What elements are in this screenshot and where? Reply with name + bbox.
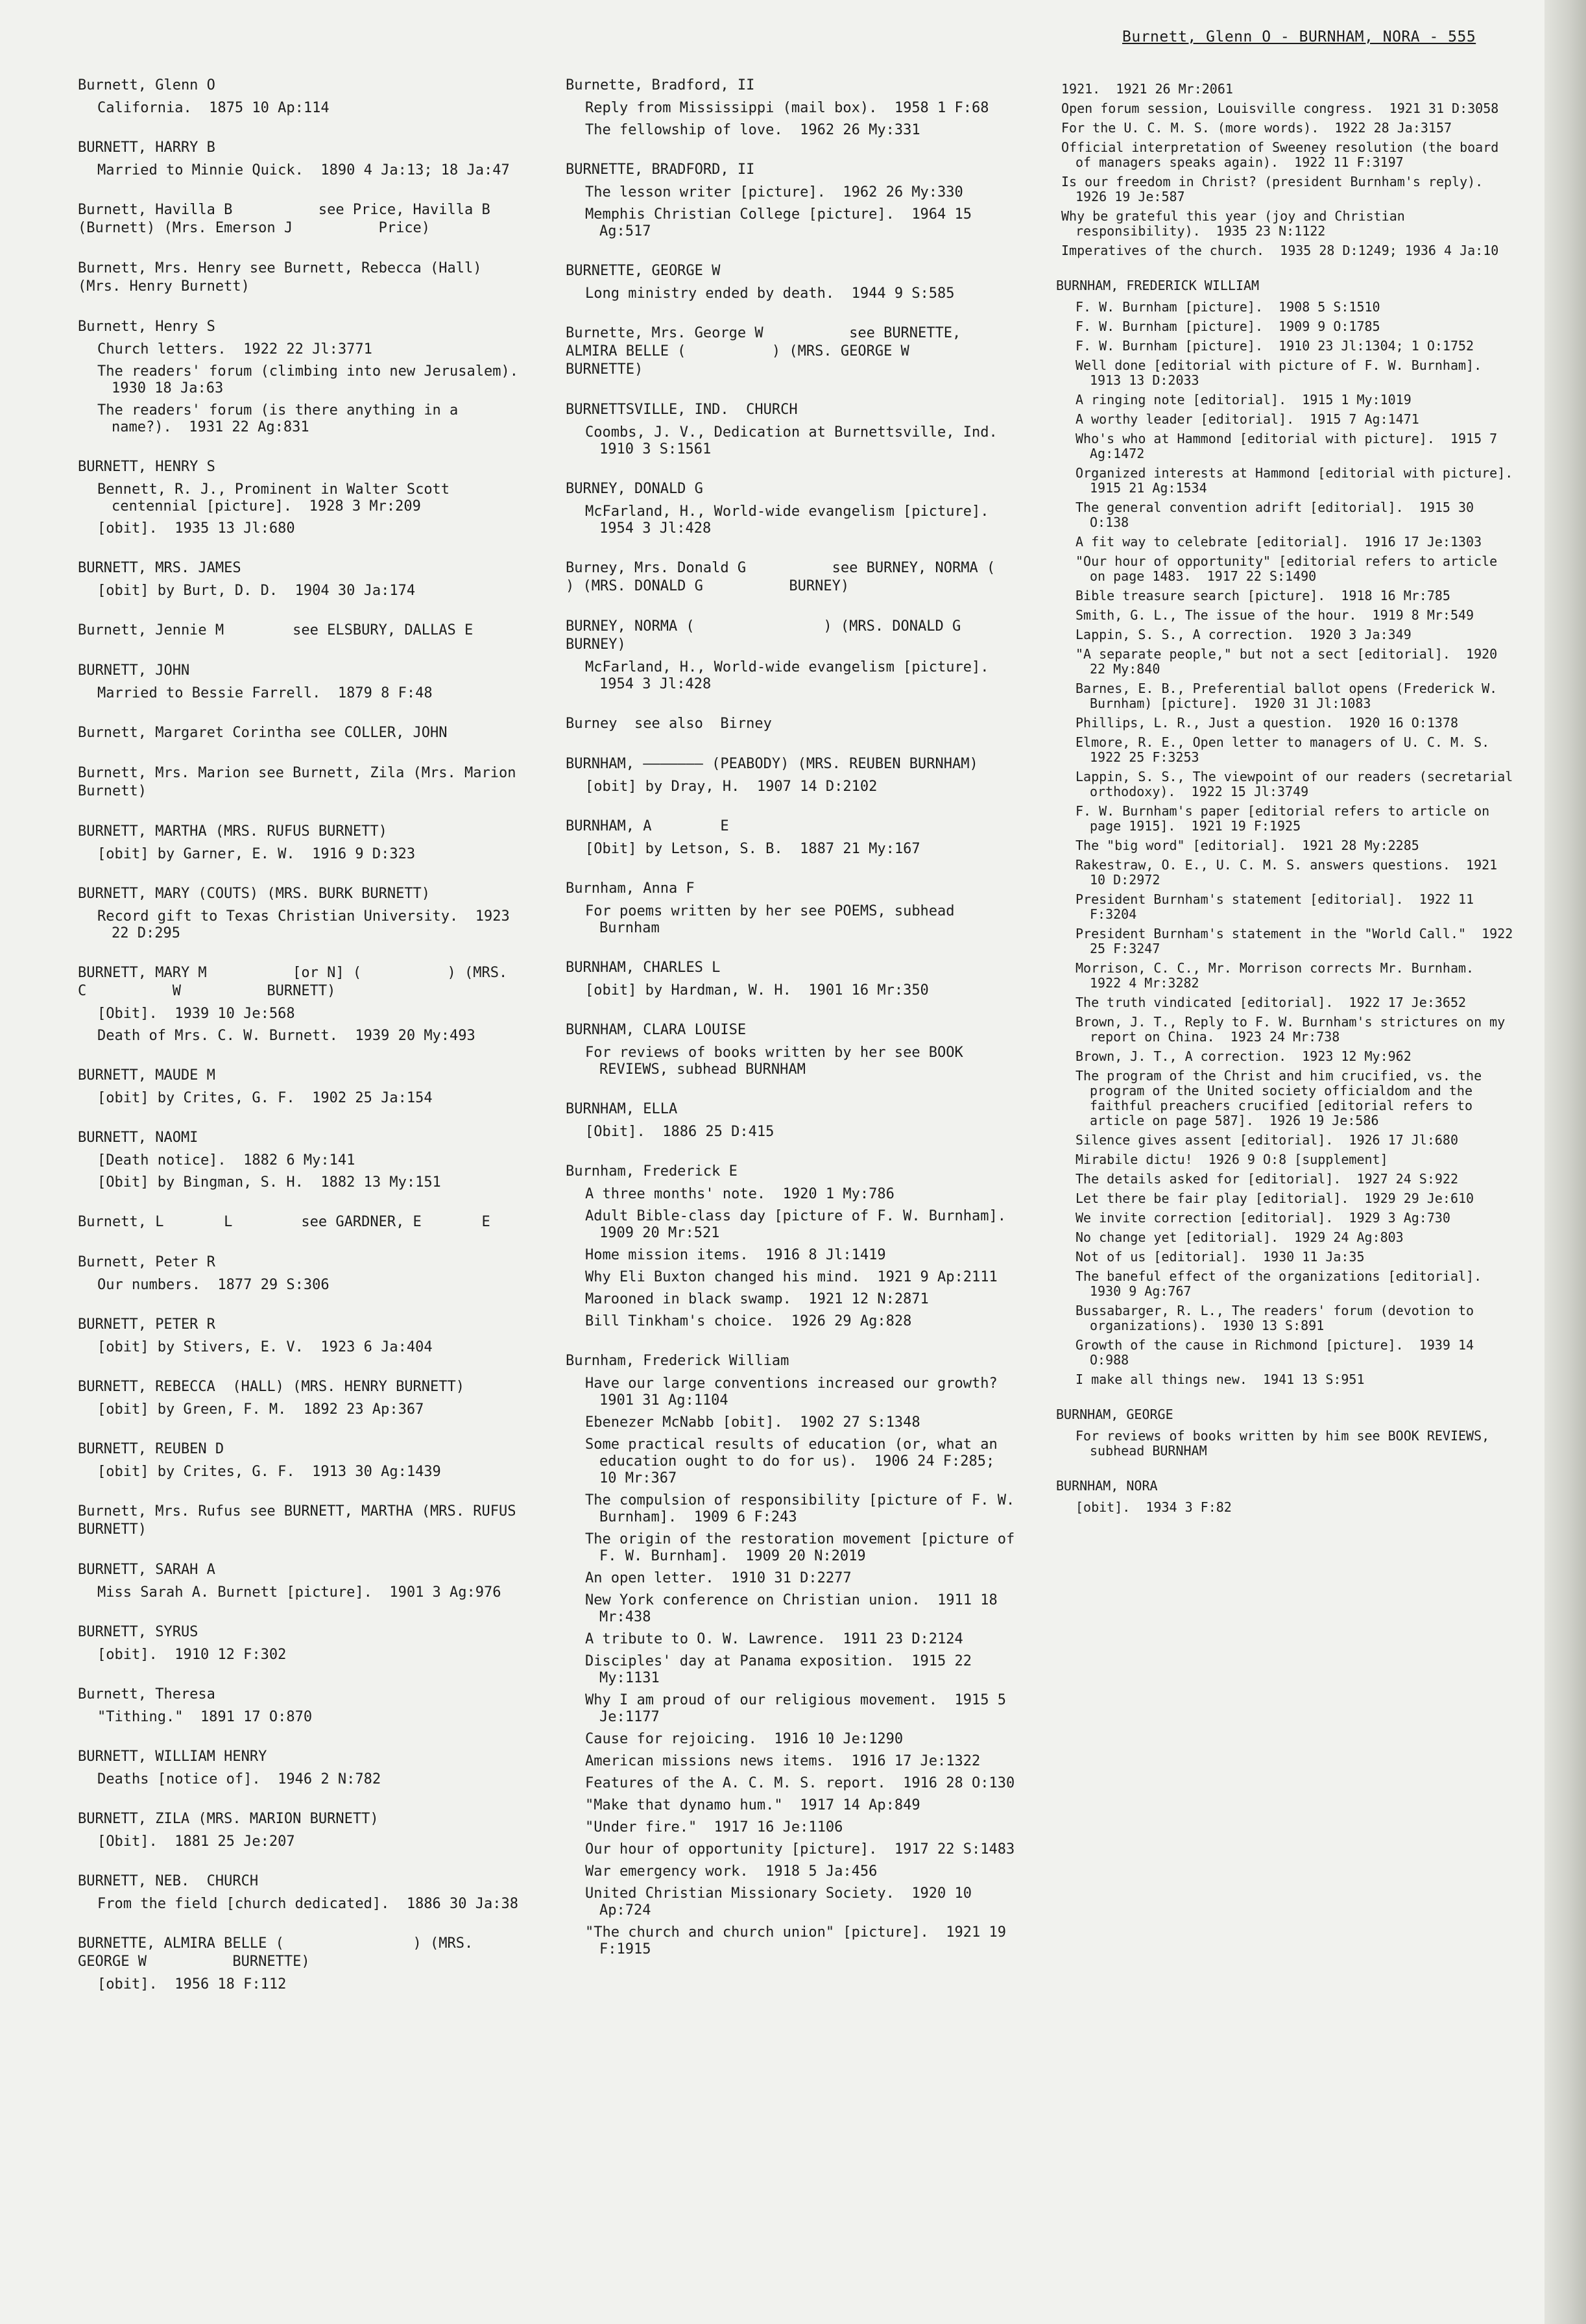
entry-heading: BURNETT, MARTHA (MRS. RUFUS BURNETT) [78, 823, 387, 840]
entry-heading: BURNHAM, NORA [1056, 1478, 1158, 1494]
index-entry [1056, 1405, 1517, 1459]
index-column-3 [1056, 77, 1529, 1533]
entry-heading: Burnette, Bradford, II [566, 77, 755, 93]
entry-heading: BURNETTE, GEORGE W [566, 263, 721, 279]
citation-list [78, 685, 519, 702]
citation: Lappin, S. S., A correction. 1920 3 Ja:349 [1075, 627, 1412, 642]
index-entry [78, 318, 536, 436]
index-entry [78, 1440, 519, 1481]
index-entry [78, 823, 519, 863]
citation: Smith, G. L., The issue of the hour. 1919 8 Mr:549 [1075, 607, 1474, 623]
index-entry [78, 1686, 519, 1726]
entry-heading: BURNHAM, ELLA [566, 1101, 678, 1117]
citation: Have our large conventions increased our growth? 1901 31 Ag:1104 [585, 1375, 1015, 1409]
citation: McFarland, H., World-wide evangelism [picture]. 1954 3 Jl:428 [585, 659, 1007, 692]
index-entry [78, 139, 519, 179]
entry-heading: Burnett, Peter R [78, 1254, 215, 1270]
index-entry [566, 755, 1020, 795]
citation: [obit] by Dray, H. 1907 14 D:2102 [585, 779, 878, 795]
index-entry [566, 1163, 1024, 1330]
citation: Marooned in black swamp. 1921 12 N:2871 [585, 1291, 929, 1307]
citation: The readers' forum (is there anything in a name?). 1931 22 Ag:831 [97, 402, 467, 435]
index-entry [78, 260, 519, 296]
citation: Bill Tinkham's choice. 1926 29 Ag:828 [585, 1313, 912, 1329]
citation: [Obit] by Bingman, S. H. 1882 13 My:151 [97, 1174, 441, 1191]
citation-list [566, 100, 1020, 139]
citation-list [566, 1186, 1024, 1330]
citation: Organized interests at Hammond [editorial with picture]. 1915 21 Ag:1534 [1075, 465, 1529, 496]
index-entry [78, 458, 519, 537]
citation-list [78, 846, 519, 863]
citation: Ebenezer McNabb [obit]. 1902 27 S:1348 [585, 1414, 920, 1431]
citation: A fit way to celebrate [editorial]. 1916 17 Je:1303 [1075, 534, 1482, 550]
citation: Who's who at Hammond [editorial with picture]. 1915 7 Ag:1472 [1075, 431, 1506, 461]
citation-list [78, 1834, 519, 1850]
citation: War emergency work. 1918 5 Ja:456 [585, 1863, 878, 1880]
citation: The origin of the restoration movement [picture of F. W. Burnham]. 1909 20 N:2019 [585, 1531, 1024, 1564]
citation: [obit] by Burt, D. D. 1904 30 Ja:174 [97, 583, 416, 599]
index-entry [566, 262, 1020, 302]
citation: [obit] by Garner, E. W. 1916 9 D:323 [97, 846, 416, 862]
citation-list [1056, 299, 1529, 1387]
index-entry [78, 764, 525, 801]
entry-heading: Burnett, Jennie M see ELSBURY, DALLAS E [78, 622, 474, 638]
citation: No change yet [editorial]. 1929 24 Ag:803 [1075, 1229, 1404, 1245]
citation-list [78, 1584, 519, 1601]
entry-heading: Burney, Mrs. Donald G see BURNEY, NORMA ( ) (MRS. DONALD G BURNEY) [566, 560, 1124, 594]
citation-list [1056, 1500, 1517, 1515]
index-entry [566, 77, 1020, 139]
citation: From the field [church dedicated]. 1886 30 Ja:38 [97, 1896, 519, 1912]
entry-heading: BURNHAM, CLARA LOUISE [566, 1022, 747, 1038]
index-entry [566, 618, 1047, 693]
index-entry [78, 1561, 519, 1601]
index-entry [78, 724, 519, 742]
entry-heading: BURNETT, ZILA (MRS. MARION BURNETT) [78, 1811, 379, 1827]
entry-heading: Burnham, Anna F [566, 880, 695, 897]
index-entry [78, 1748, 519, 1788]
index-entry [78, 964, 519, 1045]
citation-list [78, 162, 519, 179]
citation: [obit] by Green, F. M. 1892 23 Ap:367 [97, 1401, 424, 1418]
entry-heading: BURNHAM, A E [566, 818, 729, 834]
citation: Bussabarger, R. L., The readers' forum (devotion to organizations). 1930 13 S:891 [1075, 1303, 1482, 1333]
entry-heading: BURNEY, DONALD G [566, 481, 703, 497]
index-entry [566, 1100, 1020, 1141]
citation-list [1056, 1429, 1517, 1459]
citation: F. W. Burnham [picture]. 1909 9 O:1785 [1075, 319, 1380, 334]
citation: For poems written by her see POEMS, subhead Burnham [585, 903, 963, 936]
citation: An open letter. 1910 31 D:2277 [585, 1570, 852, 1586]
citation: Why I am proud of our religious movement. 1915 5 Je:1177 [585, 1692, 1015, 1725]
citation-list [78, 583, 519, 599]
index-entry [78, 1503, 525, 1539]
citation: Imperatives of the church. 1935 28 D:1249; 1936 4 Ja:10 [1061, 243, 1499, 258]
citation: Is our freedom in Christ? (president Burnham's reply). 1926 19 Je:587 [1061, 174, 1499, 204]
citation: "The church and church union" [picture]. 1921 19 F:1915 [585, 1924, 1015, 1957]
citation: Memphis Christian College [picture]. 1964 15 Ag:517 [585, 206, 981, 239]
entry-heading: BURNETT, NAOMI [78, 1130, 198, 1146]
citation: [obit]. 1934 3 F:82 [1075, 1499, 1232, 1515]
citation-list [566, 503, 1020, 537]
entry-heading: Burnett, L L see GARDNER, E E [78, 1214, 490, 1230]
citation: The baneful effect of the organizations [editorial]. 1930 9 Ag:767 [1075, 1268, 1498, 1299]
citation: The truth vindicated [editorial]. 1922 17 Je:3652 [1075, 995, 1467, 1010]
citation: Official interpretation of Sweeney resolution (the board of managers speaks again). 1922 11 F:3197 [1061, 139, 1507, 170]
citation: Silence gives assent [editorial]. 1926 17 Jl:680 [1075, 1132, 1459, 1148]
citation-list [566, 424, 1020, 458]
citation: Cause for rejoicing. 1916 10 Je:1290 [585, 1731, 904, 1747]
index-entry [78, 77, 519, 117]
citation: [obit]. 1910 12 F:302 [97, 1647, 287, 1663]
index-entry [78, 1067, 519, 1107]
citation: [obit] by Stivers, E. V. 1923 6 Ja:404 [97, 1339, 433, 1355]
citation: Church letters. 1922 22 Jl:3771 [97, 341, 372, 357]
index-entry [1056, 276, 1529, 1387]
index-entry [78, 885, 519, 942]
index-entry [78, 1378, 519, 1418]
citation: The fellowship of love. 1962 26 My:331 [585, 122, 920, 138]
citation: [Obit] by Letson, S. B. 1887 21 My:167 [585, 841, 920, 857]
citation: Lappin, S. S., The viewpoint of our readers (secretarial orthodoxy). 1922 15 Jl:3749 [1075, 769, 1521, 799]
entry-heading: Burnett, Theresa [78, 1686, 215, 1702]
citation: A worthy leader [editorial]. 1915 7 Ag:1471 [1075, 411, 1419, 427]
citation: Married to Bessie Farrell. 1879 8 F:48 [97, 685, 433, 701]
index-entry [78, 1213, 519, 1231]
citation: Home mission items. 1916 8 Jl:1419 [585, 1247, 886, 1263]
index-entry [566, 817, 1020, 858]
citation-list [78, 1090, 519, 1107]
citation: "Make that dynamo hum." 1917 14 Ap:849 [585, 1797, 920, 1813]
index-entry [566, 1021, 1020, 1078]
citation: We invite correction [editorial]. 1929 3 Ag:730 [1075, 1210, 1450, 1226]
citation: Why Eli Buxton changed his mind. 1921 9 Ap:2111 [585, 1269, 998, 1285]
entry-heading: BURNETT, HARRY B [78, 139, 215, 156]
citation: Features of the A. C. M. S. report. 1916 28 O:130 [585, 1775, 1015, 1791]
index-column-1 [78, 77, 577, 2015]
citation-list [566, 903, 1020, 937]
index-entry [78, 622, 519, 640]
citation-list [566, 1124, 1020, 1141]
citation: [obit]. 1935 13 Jl:680 [97, 520, 295, 537]
entry-heading: BURNHAM, ——————— (PEABODY) (MRS. REUBEN BURNHAM) [566, 756, 978, 772]
citation-list [78, 1976, 519, 1993]
citation-list [78, 1401, 519, 1418]
citation-list [566, 1375, 1024, 1958]
entry-heading: BURNHAM, CHARLES L [566, 960, 721, 976]
citation-list [78, 1152, 519, 1191]
citation: For the U. C. M. S. (more words). 1922 28 Ja:3157 [1061, 120, 1452, 136]
entry-heading: BURNETT, MAUDE M [78, 1067, 215, 1083]
entry-heading: BURNETTSVILLE, IND. CHURCH [566, 402, 798, 418]
citation-list [566, 1045, 1020, 1078]
index-entry [78, 1623, 519, 1664]
citation: A three months' note. 1920 1 My:786 [585, 1186, 895, 1202]
entry-heading: Burnett, Margaret Corintha see COLLER, JOHN [78, 725, 448, 741]
citation: President Burnham's statement [editorial]. 1922 11 F:3204 [1075, 891, 1482, 922]
citation-list [78, 1277, 519, 1294]
citation-list [78, 908, 519, 942]
entry-heading: Burney see also Birney [566, 716, 772, 732]
citation: Disciples' day at Panama exposition. 1915 22 My:1131 [585, 1653, 981, 1686]
citation: Brown, J. T., A correction. 1923 12 My:962 [1075, 1048, 1412, 1064]
entry-heading: BURNETT, REBECCA (HALL) (MRS. HENRY BURNETT) [78, 1379, 465, 1395]
citation-list [78, 1771, 519, 1788]
index-entry [566, 880, 1020, 937]
citation-list [566, 659, 1020, 693]
entry-heading: BURNETT, PETER R [78, 1316, 215, 1333]
index-entry [1056, 82, 1517, 258]
citation: Married to Minnie Quick. 1890 4 Ja:13; 18 Ja:47 [97, 162, 510, 178]
citation: Why be grateful this year (joy and Christian responsibility). 1935 23 N:1122 [1061, 208, 1413, 239]
citation: Long ministry ended by death. 1944 9 S:585 [585, 285, 955, 302]
citation: [Death notice]. 1882 6 My:141 [97, 1152, 355, 1168]
citation: Coombs, J. V., Dedication at Burnettsville, Ind. 1910 3 S:1561 [585, 424, 1015, 457]
citation: The readers' forum (climbing into new Jerusalem). 1930 18 Ja:63 [97, 363, 536, 396]
citation: 1921. 1921 26 Mr:2061 [1061, 81, 1233, 97]
citation: A ringing note [editorial]. 1915 1 My:1019 [1075, 392, 1412, 407]
entry-heading: BURNETT, SYRUS [78, 1624, 198, 1640]
citation: Mirabile dictu! 1926 9 O:8 [supplement] [1075, 1152, 1388, 1167]
entry-heading: Burnett, Havilla B see Price, Havilla B (Burnett) (Mrs. Emerson J Price) [78, 202, 577, 236]
citation-list [566, 841, 1020, 858]
citation: American missions news items. 1916 17 Je:1322 [585, 1753, 981, 1769]
citation: Record gift to Texas Christian University. 1923 22 D:295 [97, 908, 519, 941]
entry-heading: BURNETT, JOHN [78, 662, 190, 679]
index-entry [78, 1810, 519, 1850]
citation: Death of Mrs. C. W. Burnett. 1939 20 My:493 [97, 1028, 475, 1044]
entry-heading: Burnham, Frederick William [566, 1353, 789, 1369]
citation: Bennett, R. J., Prominent in Walter Scott centennial [picture]. 1928 3 Mr:209 [97, 481, 459, 514]
citation: Brown, J. T., Reply to F. W. Burnham's strictures on my report on China. 1923 24 Mr:738 [1075, 1014, 1513, 1045]
citation: Well done [editorial with picture of F. W. Burnham]. 1913 13 D:2033 [1075, 357, 1498, 388]
citation-list [1056, 82, 1517, 258]
citation: Let there be fair play [editorial]. 1929 29 Je:610 [1075, 1191, 1474, 1206]
entry-heading: BURNETT, MARY M [or N] ( ) (MRS. C W BURNETT) [78, 965, 516, 999]
entry-heading: BURNETTE, ALMIRA BELLE ( ) (MRS. GEORGE W BURNETTE) [78, 1935, 482, 1970]
index-entry [78, 1253, 519, 1294]
index-entry [78, 1872, 519, 1913]
citation: California. 1875 10 Ap:114 [97, 100, 330, 116]
citation-list [78, 481, 519, 537]
citation: Miss Sarah A. Burnett [picture]. 1901 3 Ag:976 [97, 1584, 501, 1601]
index-entry [566, 715, 1020, 733]
index-entry [1056, 1477, 1517, 1515]
entry-heading: BURNEY, NORMA ( ) (MRS. DONALD G BURNEY) [566, 618, 1047, 653]
citation: The lesson writer [picture]. 1962 26 My:330 [585, 184, 963, 200]
index-entry [566, 559, 1124, 596]
entry-heading: BURNETT, MARY (COUTS) (MRS. BURK BURNETT) [78, 886, 431, 902]
citation: [obit] by Hardman, W. H. 1901 16 Mr:350 [585, 982, 929, 999]
citation-list [78, 1647, 519, 1664]
index-entry [78, 1316, 519, 1356]
citation: The "big word" [editorial]. 1921 28 My:2285 [1075, 838, 1419, 853]
citation: Bible treasure search [picture]. 1918 16 Mr:785 [1075, 588, 1450, 603]
entry-heading: Burnett, Mrs. Henry see Burnett, Rebecca (Hall)(Mrs. Henry Burnett) [78, 260, 482, 295]
page-edge-shadow [1544, 0, 1586, 2324]
entry-heading: BURNHAM, GEORGE [1056, 1407, 1173, 1422]
index-entry [566, 324, 1020, 379]
citation: Open forum session, Louisville congress. 1921 31 D:3058 [1061, 101, 1499, 116]
citation-list [78, 341, 536, 436]
citation: Our hour of opportunity [picture]. 1917 22 S:1483 [585, 1841, 1015, 1858]
index-entry [566, 401, 1020, 458]
index-entry [566, 480, 1020, 537]
index-entry [566, 959, 1020, 999]
citation: For reviews of books written by her see BOOK REVIEWS, subhead BURNHAM [585, 1045, 972, 1078]
citation: Reply from Mississippi (mail box). 1958 1 F:68 [585, 100, 989, 116]
entry-heading: BURNETT, NEB. CHURCH [78, 1873, 259, 1889]
citation: Some practical results of education (or, what an education ought to do for us). 1906 24 F:285; 10 Mr:367 [585, 1436, 1007, 1486]
entry-heading: BURNETTE, BRADFORD, II [566, 162, 755, 178]
entry-heading: BURNHAM, FREDERICK WILLIAM [1056, 278, 1260, 293]
citation: [obit] by Crites, G. F. 1902 25 Ja:154 [97, 1090, 433, 1106]
entry-heading: BURNETT, REUBEN D [78, 1441, 224, 1457]
citation-list [566, 285, 1020, 302]
citation: "Tithing." 1891 17 O:870 [97, 1709, 313, 1725]
index-entry [78, 1129, 519, 1191]
citation: Phillips, L. R., Just a question. 1920 16 O:1378 [1075, 715, 1459, 731]
citation-list [566, 982, 1020, 999]
citation-list [566, 779, 1020, 795]
citation: President Burnham's statement in the "World Call." 1922 25 F:3247 [1075, 926, 1521, 956]
citation: "Our hour of opportunity" [editorial refers to article on page 1483. 1917 22 S:1490 [1075, 553, 1506, 584]
citation: United Christian Missionary Society. 1920 10 Ap:724 [585, 1885, 981, 1919]
citation: I make all things new. 1941 13 S:951 [1075, 1372, 1365, 1387]
citation: "Under fire." 1917 16 Je:1106 [585, 1819, 843, 1835]
citation: McFarland, H., World-wide evangelism [picture]. 1954 3 Jl:428 [585, 503, 1007, 537]
entry-heading: BURNETT, HENRY S [78, 459, 215, 475]
citation-list [566, 184, 1020, 240]
citation: Adult Bible-class day [picture of F. W. Burnham]. 1909 20 Mr:521 [585, 1208, 1024, 1241]
index-entry [78, 1935, 519, 1993]
citation-list [78, 1464, 519, 1481]
citation: Our numbers. 1877 29 S:306 [97, 1277, 330, 1293]
citation: Morrison, C. C., Mr. Morrison corrects Mr. Burnham. 1922 4 Mr:3282 [1075, 960, 1490, 991]
citation: [Obit]. 1881 25 Je:207 [97, 1834, 295, 1850]
citation: [Obit]. 1886 25 D:415 [585, 1124, 775, 1140]
entry-heading: BURNETT, SARAH A [78, 1562, 215, 1578]
citation-list [78, 1896, 519, 1913]
citation-list [78, 1006, 519, 1045]
index-entry [566, 1352, 1024, 1958]
citation: Not of us [editorial]. 1930 11 Ja:35 [1075, 1249, 1365, 1265]
entry-heading: Burnham, Frederick E [566, 1163, 738, 1180]
index-entry [78, 559, 519, 599]
citation: Growth of the cause in Richmond [picture]. 1939 14 O:988 [1075, 1337, 1482, 1368]
citation: Elmore, R. E., Open letter to managers of U. C. M. S. 1922 25 F:3253 [1075, 734, 1506, 765]
citation: F. W. Burnham's paper [editorial refers to article on page 1915]. 1921 19 F:1925 [1075, 803, 1498, 834]
entry-heading: Burnette, Mrs. George W see BURNETTE, ALMIRA BELLE ( ) (MRS. GEORGE W BURNETTE) [566, 325, 996, 378]
index-entry [78, 201, 577, 237]
entry-heading: BURNETT, WILLIAM HENRY [78, 1749, 267, 1765]
entry-heading: Burnett, Mrs. Rufus see BURNETT, MARTHA (MRS. RUFUS BURNETT) [78, 1503, 525, 1538]
citation: [obit]. 1956 18 F:112 [97, 1976, 287, 1992]
citation: [obit] by Crites, G. F. 1913 30 Ag:1439 [97, 1464, 441, 1480]
citation: [Obit]. 1939 10 Je:568 [97, 1006, 295, 1022]
citation: The program of the Christ and him crucified, vs. the program of the United society officialdom and the faithful preachers crucified [editorial refers to article on page 587]. 1926 19 Je:586 [1075, 1068, 1490, 1128]
entry-heading: Burnett, Glenn O [78, 77, 215, 93]
citation: Deaths [notice of]. 1946 2 N:782 [97, 1771, 381, 1787]
citation: The general convention adrift [editorial]. 1915 30 O:138 [1075, 500, 1482, 530]
citation: The compulsion of responsibility [picture of F. W. Burnham]. 1909 6 F:243 [585, 1492, 1024, 1525]
entry-heading: Burnett, Mrs. Marion see Burnett, Zila (Mrs. Marion Burnett) [78, 765, 525, 799]
entry-heading: Burnett, Henry S [78, 319, 215, 335]
citation: New York conference on Christian union. 1911 18 Mr:438 [585, 1592, 1007, 1625]
citation-list [78, 100, 519, 117]
citation: The details asked for [editorial]. 1927 24 S:922 [1075, 1171, 1459, 1187]
index-entry [78, 662, 519, 702]
citation: Barnes, E. B., Preferential ballot opens (Frederick W. Burnham) [picture]. 1920 31 Jl:1083 [1075, 681, 1506, 711]
citation: F. W. Burnham [picture]. 1908 5 S:1510 [1075, 299, 1380, 315]
citation: "A separate people," but not a sect [editorial]. 1920 22 My:840 [1075, 646, 1506, 677]
citation: For reviews of books written by him see BOOK REVIEWS, subhead BURNHAM [1075, 1428, 1498, 1459]
entry-heading: BURNETT, MRS. JAMES [78, 560, 241, 576]
page-header: Burnett, Glenn O - BURNHAM, NORA - 555 [1122, 29, 1476, 45]
citation: F. W. Burnham [picture]. 1910 23 Jl:1304; 1 O:1752 [1075, 338, 1474, 354]
citation: Rakestraw, O. E., U. C. M. S. answers questions. 1921 10 D:2972 [1075, 857, 1506, 888]
citation: A tribute to O. W. Lawrence. 1911 23 D:2124 [585, 1631, 963, 1647]
citation-list [78, 1339, 519, 1356]
index-entry [566, 161, 1020, 240]
citation-list [78, 1709, 519, 1726]
